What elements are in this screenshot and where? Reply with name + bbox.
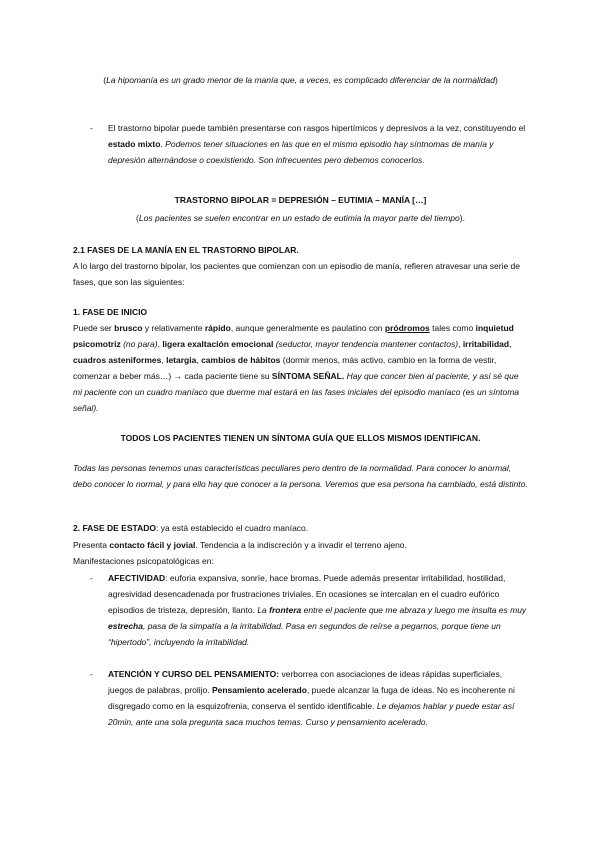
phase2-contact [73,537,528,553]
mixed-state-text [108,120,528,168]
bullet-dash: - [90,573,93,583]
thought-bullet [90,666,528,730]
hypomania-note [73,72,528,88]
guide-symptom-heading [73,430,528,446]
thought-note: Le dejamos hablar y puede estar así 20min, ante una sola pregunta saca muchos temas. Curso y pensamiento acelerado. [108,701,515,727]
text-run: , [157,339,163,349]
section-title-phases [73,242,528,258]
paren-open: ( [136,213,139,223]
phases-intro [73,258,528,290]
euthymia-note [73,210,528,226]
mixed-state-explanation: Podemos tener situaciones en las que en el mismo episodio hay síntnomas de manía y depresión alternándose o coexistiendo. Son infrecuentes pero debemos conocerlos. [108,139,494,165]
term-prodromos: pródromos [384,323,430,333]
bipolar-formula [73,192,528,208]
term-exaltacion: ligera exaltación emocional [162,339,274,349]
term-habitos: cambios de hábitos [201,355,281,365]
phase1-paragraph [73,320,528,416]
section-title-text: 2.1 FASES DE LA MANÍA EN EL TRASTORNO BIPOLAR. [73,245,299,255]
paren-close: ) [494,75,498,85]
affect-text [108,570,528,650]
affect-label: AFECTIVIDAD [108,573,166,583]
text-run: (dormir menos, más activo, cambio en la forma de vestir, comenzar a beber más…) → cada paciente tiene su [73,355,497,381]
text-run: , puede alcanzar la fuga de ideas. No es incoherente ni disgregado como en la esquizofrenia, conserva el sentido identificable. [108,685,515,711]
text-run: tales como [429,323,476,333]
paren-close: ). [459,213,465,223]
text-run: , [458,339,463,349]
text-run: verborrea con asociaciones de ideas rápidas superficiales, juegos de palabras, prolijo. [108,669,503,695]
normality-note-text: Todas las personas tenemos unas características peculiares pero dentro de la normalidad. Para conocer lo anormal, debo conocer lo normal, y para ello hay que conocer a la persona. Veremos que esa persona ha cambiado, está distinto. [73,463,528,489]
term-brusco: brusco [114,323,143,333]
text-run: La [257,605,270,615]
term-irritabilidad: irritabilidad [462,339,510,349]
normality-note [73,460,528,492]
text-run: , aunque generalmente es paulatino con [230,323,385,333]
phase1-title [73,304,528,320]
bullet-dash: - [90,123,93,133]
paren-open: ( [103,75,107,85]
term-sintoma-senal: SÍNTOMA SEÑAL. [271,371,345,381]
term-inquietud: inquietud psicomotriz [73,323,514,349]
text-run: entre el paciente que me abraza y luego me insulta es muy [301,605,527,615]
term-contacto: contacto fácil y jovial [109,540,196,550]
text-run: , [196,355,202,365]
text-run: : ya está establecido el cuadro maníaco. [155,523,309,533]
affect-bullet [90,570,528,650]
phase1-title-text: 1. FASE DE INICIO [73,307,148,317]
note-seductor: (seductor, mayor tendencia mantener contactos) [275,339,459,349]
text-run: El trastorno bipolar puede también presentarse con rasgos hipertímicos y depresivos a la vez, constituyendo el [108,123,526,133]
thought-label: ATENCIÓN Y CURSO DEL PENSAMIENTO: [108,669,280,679]
note-no-para: (no para) [123,339,158,349]
text-run: , [161,355,167,365]
term-letargia: letargia [166,355,197,365]
text-run: Puede ser [73,323,115,333]
thought-text [108,666,528,730]
text-run: , [509,339,512,349]
phase2-title-text: 2. FASE DE ESTADO [73,523,156,533]
term-estrecha: estrecha [108,621,143,631]
note-sintoma-senal: Hay que concer bien al paciente, y así sé que mi paciente con un cuadro maníaco que duerme mal estará en las fases iniciales del episodio maníaco (es un síntoma señal). [73,371,520,413]
term-frontera: frontera [269,605,302,615]
term-asteniformes: cuadros asteniformes [73,355,162,365]
mixed-state-term: estado mixto [108,139,161,149]
text-run: , pasa de la simpatía a la irritabilidad. Pasa en segundos de reírse a pegarnos, porque tiene un “hipertodo”, incluyendo la irritabilidad. [108,621,501,647]
text-run: . [160,139,166,149]
text-run: : euforia expansiva, sonríe, hace bromas. Puede además presentar irritabilidad, hostilidad, agresividad desencadenada por frustraciones triviales. En ocasiones se intercalan en el cuadro eufórico episodios de tristeza, depresión, llanto. [108,573,506,615]
bullet-dash: - [90,669,93,679]
euthymia-note-text: Los pacientes se suelen encontrar en un estado de eutimia la mayor parte del tiempo [138,213,460,223]
text-run: y relativamente [142,323,205,333]
text-run: . Tendencia a la indiscreción y a invadir el terreno ajeno. [195,540,407,550]
term-rapido: rápido [204,323,231,333]
bipolar-formula-title: TRASTORNO BIPOLAR = DEPRESIÓN – EUTIMIA – MANÍA […] [174,195,427,205]
hypomania-note-text: La hipomanía es un grado menor de la manía que, a veces, es complicado diferenciar de la normalidad [106,75,495,85]
term-pensamiento-acelerado: Pensamiento acelerado [211,685,307,695]
phase2-manifestations [73,553,528,569]
guide-symptom-heading-text: TODOS LOS PACIENTES TIENEN UN SÍNTOMA GUÍA QUE ELLOS MISMOS IDENTIFICAN. [120,433,481,443]
phase2-title [73,520,528,536]
mixed-state-bullet [90,120,528,168]
phases-intro-text: A lo largo del trastorno bipolar, los pacientes que comienzan con un episodio de manía, refieren atravesar una serie de fases, que son las siguientes: [73,261,520,287]
text-run: Manifestaciones psicopatológicas en: [73,556,214,566]
text-run: Presenta [73,540,110,550]
